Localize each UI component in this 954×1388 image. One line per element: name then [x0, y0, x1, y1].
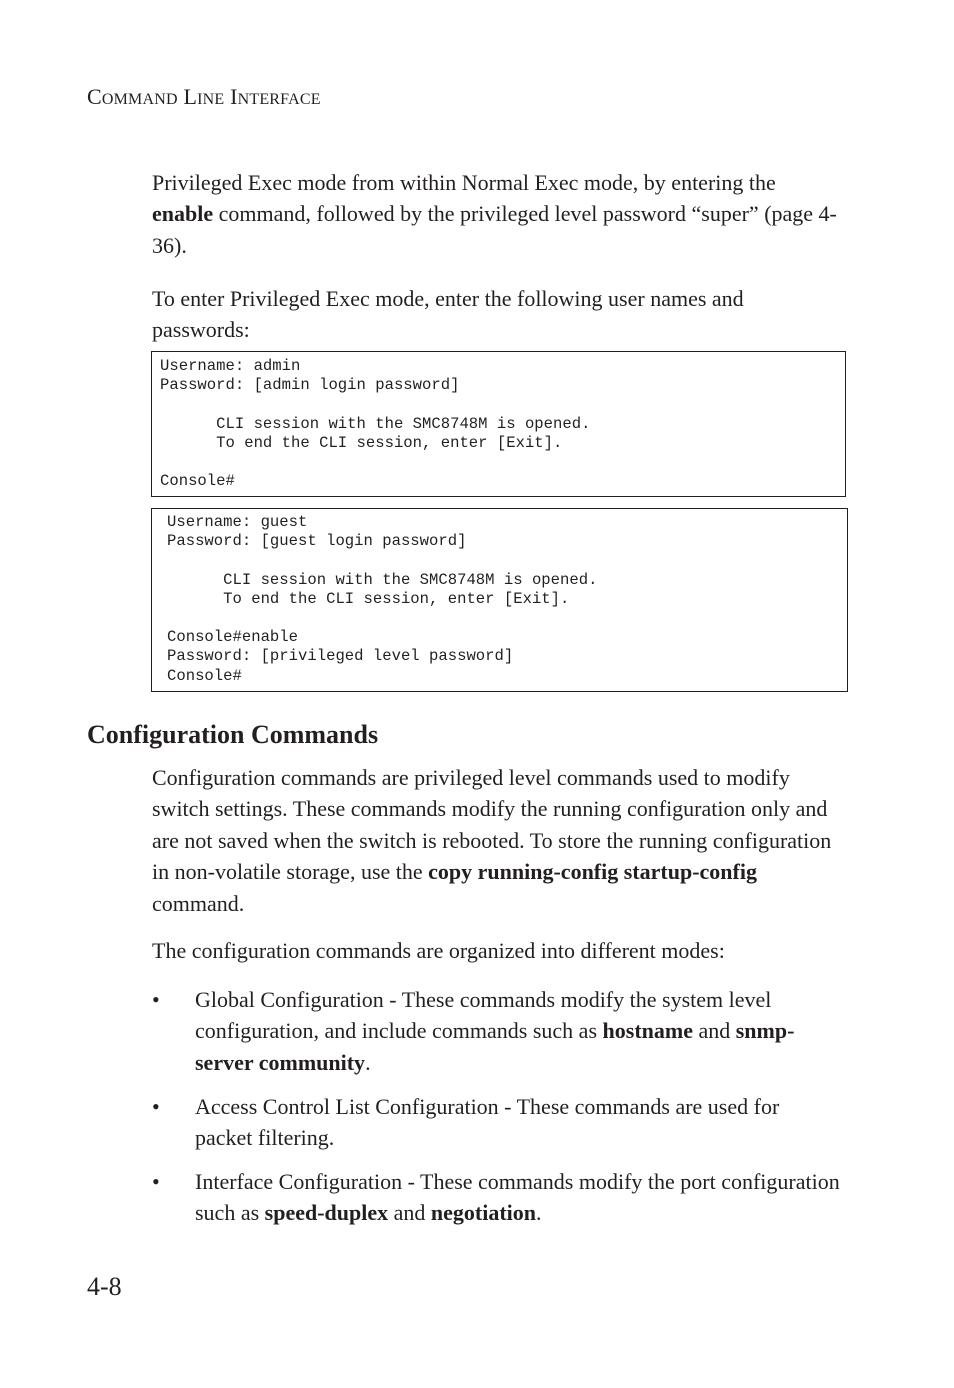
code-line: To end the CLI session, enter [Exit].: [160, 433, 563, 452]
code-line: To end the CLI session, enter [Exit].: [167, 589, 570, 608]
code-line: Console#enable: [167, 628, 299, 647]
running-head-word-2: LINE: [183, 84, 225, 109]
copy-running-config-command: copy running-config startup-config: [428, 859, 757, 885]
running-head-word-3: INTERFACE: [230, 84, 321, 109]
code-line: [167, 609, 832, 628]
section-heading: Configuration Commands: [87, 720, 379, 749]
code-line: CLI session with the SMC8748M is opened.: [160, 414, 591, 433]
list-item: • Access Control List Configuration - These commands are used for packet filtering.: [152, 1091, 842, 1154]
section-paragraph-2: The configuration commands are organized into different modes:: [152, 938, 725, 963]
section-paragraph-1: Configuration commands are privileged level commands used to modify switch settings. These commands modify the running configuration only and are not saved when the switch is rebooted. To store the running configuration in non-volatile storage, use the copy running-config startup-config command.: [152, 765, 832, 916]
enable-command: enable: [152, 201, 214, 227]
code-line: Password: [privileged level password]: [167, 647, 514, 666]
code-line: [167, 551, 832, 570]
code-line: Console#: [167, 666, 242, 685]
code-line: Username: admin: [160, 357, 301, 375]
code-line: CLI session with the SMC8748M is opened.: [167, 570, 598, 589]
bullet-icon: •: [152, 987, 160, 1012]
mode-list: [152, 984, 842, 1241]
code-line: Username: guest: [167, 513, 308, 531]
bullet-icon: •: [152, 1093, 160, 1119]
code-line: Console#: [160, 472, 235, 491]
intro-paragraph-1: Privileged Exec mode from within Normal Exec mode, by entering the enable command, followed by the privileged level password “super” (page 4-36).: [152, 170, 837, 258]
code-line: Password: [admin login password]: [160, 376, 460, 395]
code-block-guest: [151, 508, 848, 692]
code-block-admin: [151, 351, 846, 497]
intro-paragraph-2: To enter Privileged Exec mode, enter the following user names and passwords:: [152, 286, 744, 343]
list-item: • Global Configuration - These commands modify the system level configuration, and include commands such as hostname and snmp-server community.: [152, 984, 842, 1078]
running-head: [87, 84, 321, 110]
code-line: [160, 395, 837, 414]
code-line: [160, 453, 837, 472]
page-number: 4-8: [87, 1272, 122, 1301]
bullet-icon: •: [152, 1169, 160, 1195]
list-item: • Interface Configuration - These commands modify the port configuration such as speed-duplex and negotiation.: [152, 1166, 842, 1229]
running-head-word-1: COMMAND: [87, 84, 178, 109]
code-line: Password: [guest login password]: [167, 532, 467, 551]
